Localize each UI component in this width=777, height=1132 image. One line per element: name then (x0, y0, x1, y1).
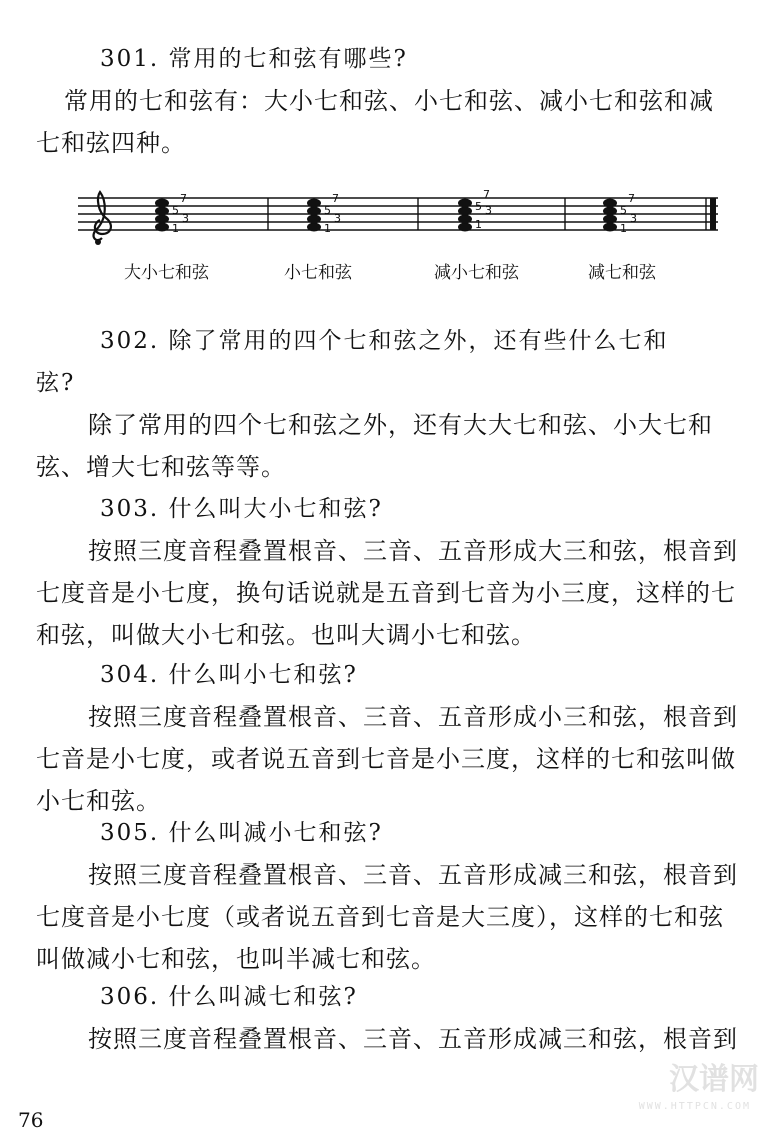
question-305: 305. 什么叫减小七和弦? (100, 820, 383, 846)
answer-304-line2: 七音是小七度，或者说五音到七音是小三度，这样的七和弦叫做 (36, 745, 736, 773)
answer-304-line1: 按照三度音程叠置根音、三音、五音形成小三和弦，根音到 (88, 703, 738, 731)
question-306: 306. 什么叫减七和弦? (100, 984, 358, 1010)
chord2-digit-7: 7 (332, 192, 339, 205)
treble-clef-icon (94, 192, 111, 240)
chord4-digit-7: 7 (628, 192, 635, 205)
chord2-digit-1: 1 (324, 222, 331, 235)
answer-303-line2: 七度音是小七度，换句话说就是五音到七音为小三度，这样的七 (36, 579, 736, 607)
chord1-digit-3: 3 (182, 212, 189, 225)
question-302-line2: 弦? (36, 370, 76, 396)
chord1-digit-7: 7 (180, 192, 187, 205)
chord4-digit-5: 5 (620, 204, 627, 217)
answer-305-line1: 按照三度音程叠置根音、三音、五音形成减三和弦，根音到 (88, 861, 738, 889)
question-302-line1: 302. 除了常用的四个七和弦之外，还有些什么七和 (100, 328, 669, 354)
chord1-digit-5: 5 (172, 204, 179, 217)
answer-306-line1: 按照三度音程叠置根音、三音、五音形成减三和弦，根音到 (88, 1025, 738, 1053)
answer-302-line1: 除了常用的四个七和弦之外，还有大大七和弦、小大七和 (88, 411, 713, 439)
chord-label-minor-seventh: 小七和弦 (284, 263, 352, 283)
page-number: 76 (18, 1108, 44, 1132)
answer-305-line2: 七度音是小七度（或者说五音到七音是大三度），这样的七和弦 (36, 903, 724, 931)
answer-304-line3: 小七和弦。 (36, 787, 161, 815)
chord-label-major-minor-seventh: 大小七和弦 (124, 263, 209, 283)
chord3-digit-5: 5 (475, 200, 482, 213)
chord2-digit-5: 5 (324, 204, 331, 217)
answer-305-line3: 叫做减小七和弦，也叫半减七和弦。 (36, 945, 436, 973)
chord4-digit-1: 1 (620, 222, 627, 235)
answer-303-line1: 按照三度音程叠置根音、三音、五音形成大三和弦，根音到 (88, 537, 738, 565)
watermark-text: 汉谱网 (669, 1062, 759, 1097)
question-304: 304. 什么叫小七和弦? (100, 662, 358, 688)
answer-301-line2: 七和弦四种。 (36, 129, 186, 157)
chord-label-diminished-seventh: 减七和弦 (588, 263, 656, 283)
chord-label-half-diminished-seventh: 减小七和弦 (434, 263, 519, 283)
answer-303-line3: 和弦，叫做大小七和弦。也叫大调小七和弦。 (36, 621, 536, 649)
chord3-digit-3: 3 (485, 204, 492, 217)
chord2-digit-3: 3 (334, 212, 341, 225)
chord1-digit-1: 1 (172, 222, 179, 235)
site-watermark (579, 1056, 769, 1116)
chord4-digit-3: 3 (630, 212, 637, 225)
question-301: 301. 常用的七和弦有哪些? (100, 46, 408, 72)
chord3-digit-1: 1 (475, 218, 482, 231)
question-303: 303. 什么叫大小七和弦? (100, 496, 383, 522)
answer-302-line2: 弦、增大七和弦等等。 (36, 453, 286, 481)
answer-301-line1: 常用的七和弦有：大小七和弦、小七和弦、减小七和弦和减 (64, 87, 714, 115)
watermark-url: WWW.HTTPCN.COM (638, 1101, 751, 1112)
chord3-digit-7: 7 (483, 188, 490, 201)
